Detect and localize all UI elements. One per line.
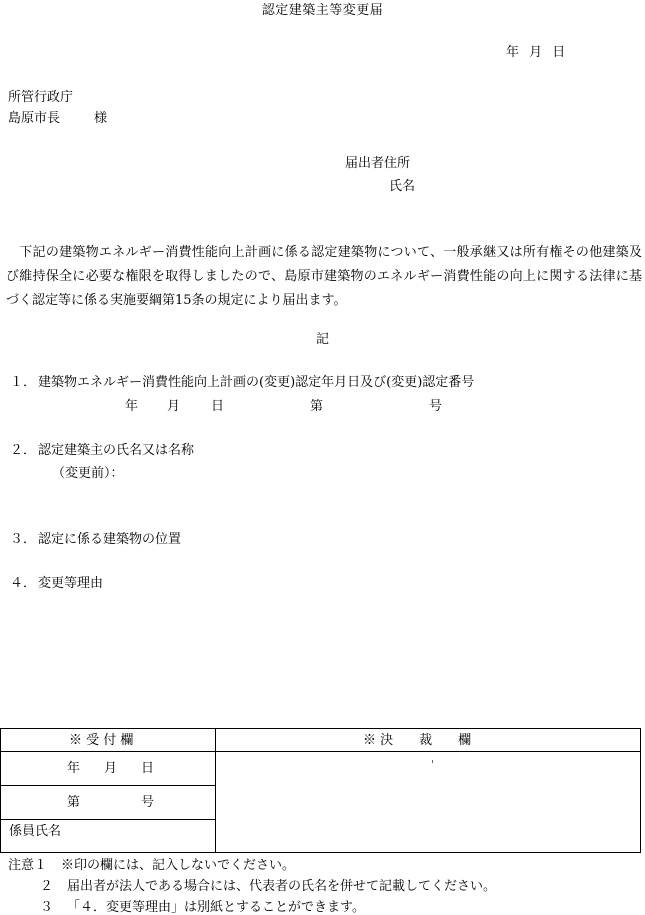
reception-year: 年	[67, 761, 81, 776]
applicant-name-label: 氏名	[389, 179, 416, 194]
item-1-month: 月	[167, 399, 181, 414]
note-3	[40, 901, 365, 914]
ki-heading: 記	[315, 332, 329, 347]
body-text: 下記の建築物エネルギー消費性能向上計画に係る認定建築物について、一般承継又は所有権その他建築及び維持保全に必要な権限を取得しましたので、島原市建築物のエネルギー消費性能の向上に関する法律に基づく認定等に係る実施要綱第15条の規定により届出ます。	[6, 245, 642, 308]
table-divider	[215, 729, 216, 853]
note-1-label: 注意１	[8, 858, 48, 873]
addressee-mayor	[8, 112, 107, 125]
item-2-text: 認定建築主の氏名又は名称	[38, 443, 195, 458]
reception-day: 日	[141, 761, 155, 776]
applicant-address-label: 届出者住所	[345, 156, 411, 171]
item-1-sub	[125, 400, 442, 413]
item-4	[10, 577, 103, 590]
item-1-dai: 第	[310, 399, 324, 414]
item-1-number: １．	[10, 375, 37, 390]
stray-mark	[432, 760, 433, 763]
item-3	[10, 533, 181, 546]
office-use-table	[0, 728, 641, 853]
header-rule	[1, 751, 640, 752]
note-1-text: ※印の欄には、記入しないでください。	[61, 858, 296, 873]
item-1-text: 建築物エネルギー消費性能向上計画の(変更)認定年月日及び(変更)認定番号	[38, 375, 475, 390]
item-4-number: ４．	[10, 576, 37, 591]
reception-month: 月	[104, 761, 118, 776]
note-2-number: ２	[40, 879, 54, 894]
staff-name-label: 係員氏名	[9, 824, 62, 839]
item-3-number: ３．	[10, 532, 37, 547]
item-3-text: 認定に係る建築物の位置	[38, 532, 182, 547]
item-1-year: 年	[125, 399, 139, 414]
row-rule-2	[1, 819, 215, 820]
addressee-office: 所管行政庁	[8, 90, 74, 105]
note-3-number: ３	[40, 900, 54, 915]
date-line: 年 月 日	[506, 45, 566, 60]
item-1	[10, 376, 474, 389]
decision-header: ※ 決 裁 欄	[363, 733, 472, 748]
item-4-text: 変更等理由	[38, 576, 104, 591]
note-2	[40, 880, 496, 893]
addressee-name: 島原市長	[8, 111, 61, 126]
reception-dai: 第	[67, 795, 81, 810]
item-2	[10, 444, 194, 457]
note-1	[8, 859, 295, 872]
body-paragraph	[6, 241, 642, 313]
item-1-gou: 号	[429, 399, 443, 414]
reception-header: ※ 受 付 欄	[69, 733, 134, 748]
addressee-honorific: 様	[94, 111, 108, 126]
document-title: 認定建築主等変更届	[261, 3, 384, 18]
note-2-text: 届出者が法人である場合には、代表者の氏名を併せて記載してください。	[67, 879, 497, 894]
reception-gou: 号	[141, 795, 155, 810]
note-3-text: 「４．変更等理由」は別紙とすることができます。	[67, 900, 365, 915]
item-1-day: 日	[211, 399, 225, 414]
item-2-before-change: （変更前）：	[52, 466, 124, 481]
row-rule-1	[1, 785, 215, 786]
item-2-number: ２．	[10, 443, 37, 458]
